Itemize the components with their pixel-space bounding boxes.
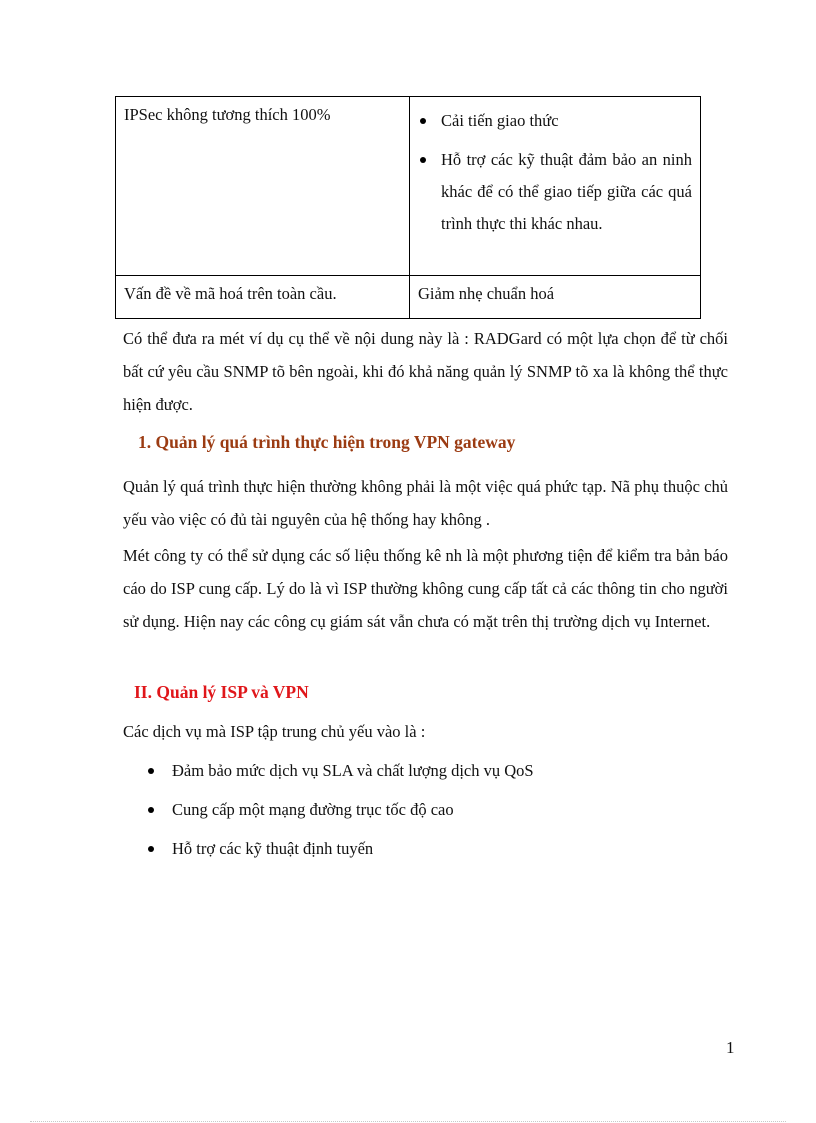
table-cell-solutions	[410, 97, 701, 276]
page-number: 1	[726, 1038, 735, 1057]
list-item: Hỗ trợ các kỹ thuật định tuyến	[148, 834, 534, 873]
page-bottom-divider	[30, 1121, 786, 1122]
issues-solutions-table	[115, 96, 701, 319]
bullet-icon	[148, 768, 154, 774]
table-cell-solution: Giảm nhẹ chuẩn hoá	[410, 276, 701, 319]
table-cell-issue: IPSec không tương thích 100%	[116, 97, 410, 276]
table-row	[116, 97, 701, 276]
statistics-paragraph: Mét công ty có thể sử dụng các số liệu thống kê nh là một phương tiện để kiểm tra bản báo cáo do ISP cung cấp. Lý do là vì ISP thường không cung cấp tất cả các thông tin cho người sử dụng. Hiện nay các công cụ giám sát vẫn chưa có mặt trên thị trường dịch vụ Internet.	[123, 546, 728, 631]
bullet-icon	[420, 157, 426, 163]
list-item: Hỗ trợ các kỹ thuật đảm bảo an ninh khác để có thể giao tiếp giữa các quá trình thực thi khác nhau.	[418, 144, 692, 240]
list-item: Cải tiến giao thức	[418, 105, 692, 137]
list-item: Cung cấp một mạng đường trục tốc độ cao	[148, 795, 534, 834]
services-intro-paragraph: Các dịch vụ mà ISP tập trung chủ yếu vào là :	[123, 722, 426, 741]
bullet-icon	[420, 118, 426, 124]
management-paragraph: Quản lý quá trình thực hiện thường không phải là một việc quá phức tạp. Nã phụ thuộc chủ yếu vào việc có đủ tài nguyên của hệ thống hay không .	[123, 477, 728, 529]
section-heading-isp-vpn: II. Quản lý ISP và VPN	[134, 682, 309, 702]
bullet-icon	[148, 807, 154, 813]
table-row	[116, 276, 701, 319]
solutions-list	[418, 105, 692, 240]
example-paragraph: Có thể đưa ra mét ví dụ cụ thể về nội dung này là : RADGard có một lựa chọn để từ chối bất cứ yêu cầu SNMP tõ bên ngoài, khi đó khả năng quản lý SNMP tõ xa là không thể thực hiện được.	[123, 329, 728, 414]
table-cell-issue: Vấn đề về mã hoá trên toàn cầu.	[116, 276, 410, 319]
bullet-icon	[148, 846, 154, 852]
services-list	[148, 756, 534, 873]
list-item: Đảm bảo mức dịch vụ SLA và chất lượng dịch vụ QoS	[148, 756, 534, 795]
section-heading-vpn-gateway: 1. Quản lý quá trình thực hiện trong VPN gateway	[138, 432, 516, 452]
